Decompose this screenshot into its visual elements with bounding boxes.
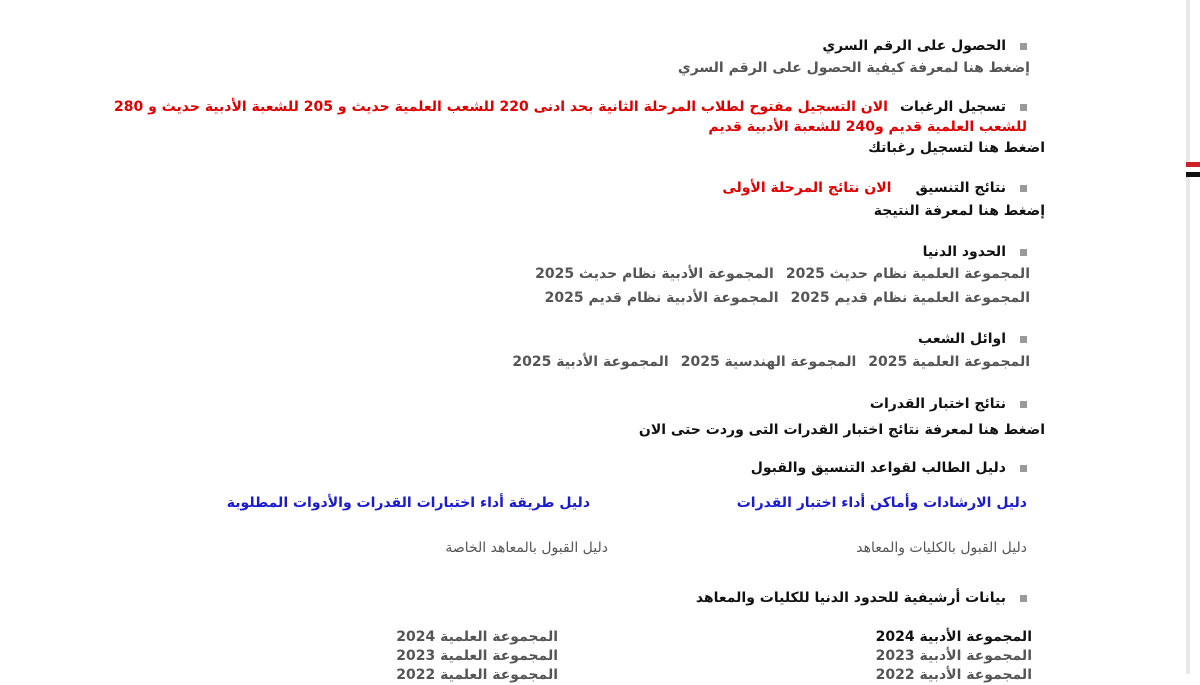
section-title: نتائج اختبار القدرات xyxy=(869,396,1006,412)
min-link[interactable]: المجموعة الأدبية نظام قديم 2025 xyxy=(544,290,779,306)
archive-col-science xyxy=(396,628,558,685)
register-link[interactable]: اضغط هنا لتسجيل رغباتك xyxy=(868,140,1045,156)
section-registration xyxy=(75,97,1027,137)
results-link[interactable]: إضغط هنا لمعرفة النتيجة xyxy=(873,203,1045,219)
min-limits-row-1 xyxy=(535,266,1030,282)
top-students-row xyxy=(512,354,1030,370)
archive-link[interactable]: المجموعة العلمية 2023 xyxy=(396,648,558,664)
aptitude-link[interactable]: اضغط هنا لمعرفة نتائج اختبار القدرات التى وردت حتى الان xyxy=(638,422,1045,438)
top-link[interactable]: المجموعة الأدبية 2025 xyxy=(512,354,669,370)
section-title-pin xyxy=(822,38,1027,54)
section-title: دليل الطالب لقواعد التنسيق والقبول xyxy=(750,460,1006,476)
bullet-icon xyxy=(1020,465,1027,472)
bullet-icon xyxy=(1020,249,1027,256)
min-link[interactable]: المجموعة العلمية نظام حديث 2025 xyxy=(785,266,1030,282)
archive-link[interactable]: المجموعة الأدبية 2023 xyxy=(875,648,1032,664)
archive-link[interactable]: المجموعة العلمية 2022 xyxy=(396,667,558,683)
top-link[interactable]: المجموعة العلمية 2025 xyxy=(868,354,1030,370)
min-link[interactable]: المجموعة العلمية نظام قديم 2025 xyxy=(790,290,1030,306)
min-limits-row-2 xyxy=(545,290,1030,306)
section-title: نتائج التنسيق xyxy=(915,180,1006,196)
section-title: بيانات أرشيفية للحدود الدنيا للكليات والمعاهد xyxy=(695,590,1006,606)
flag-stripe-black xyxy=(1186,172,1200,177)
bullet-icon xyxy=(1020,104,1027,111)
section-title: الحصول على الرقم السري xyxy=(822,38,1006,54)
archive-col-literary xyxy=(876,628,1032,685)
section-aptitude xyxy=(870,396,1027,412)
section-top-students xyxy=(918,331,1027,347)
bullet-icon xyxy=(1020,43,1027,50)
registration-notice: الان التسجيل مفتوح لطلاب المرحلة الثانية بحد ادنى 220 للشعب العلمية حديث و 205 للشعبة الأدبية حديث و 280 للشعب العلمية قديم و240 للشعبة الأدبية قديم xyxy=(114,99,1027,135)
guide-link[interactable]: دليل طريقة أداء اختبارات القدرات والأدوات المطلوبة xyxy=(226,495,590,511)
bullet-icon xyxy=(1020,185,1027,192)
section-min-limits xyxy=(923,244,1027,260)
top-link[interactable]: المجموعة الهندسية 2025 xyxy=(680,354,857,370)
bullet-icon xyxy=(1020,401,1027,408)
results-notice: الان نتائج المرحلة الأولى xyxy=(722,180,892,196)
archive-link[interactable]: المجموعة الأدبية 2022 xyxy=(875,667,1032,683)
section-archive xyxy=(696,590,1027,606)
bullet-icon xyxy=(1020,336,1027,343)
guide-link[interactable]: دليل القبول بالكليات والمعاهد xyxy=(856,540,1027,556)
guide-link[interactable]: دليل القبول بالمعاهد الخاصة xyxy=(445,540,608,556)
section-guide xyxy=(751,460,1027,476)
section-title: تسجيل الرغبات xyxy=(899,99,1006,115)
section-title: الحدود الدنيا xyxy=(922,244,1006,260)
section-title: اوائل الشعب xyxy=(918,331,1006,347)
scrollbar[interactable] xyxy=(1186,0,1190,674)
archive-link[interactable]: المجموعة الأدبية 2024 xyxy=(875,629,1032,645)
section-results xyxy=(722,180,1027,196)
bullet-icon xyxy=(1020,595,1027,602)
pin-link[interactable]: إضغط هنا لمعرفة كيفية الحصول على الرقم السري xyxy=(677,60,1030,76)
min-link[interactable]: المجموعة الأدبية نظام حديث 2025 xyxy=(535,266,774,282)
archive-link[interactable]: المجموعة العلمية 2024 xyxy=(396,629,558,645)
guide-link[interactable]: دليل الارشادات وأماكن أداء اختبار القدرات xyxy=(736,495,1027,511)
